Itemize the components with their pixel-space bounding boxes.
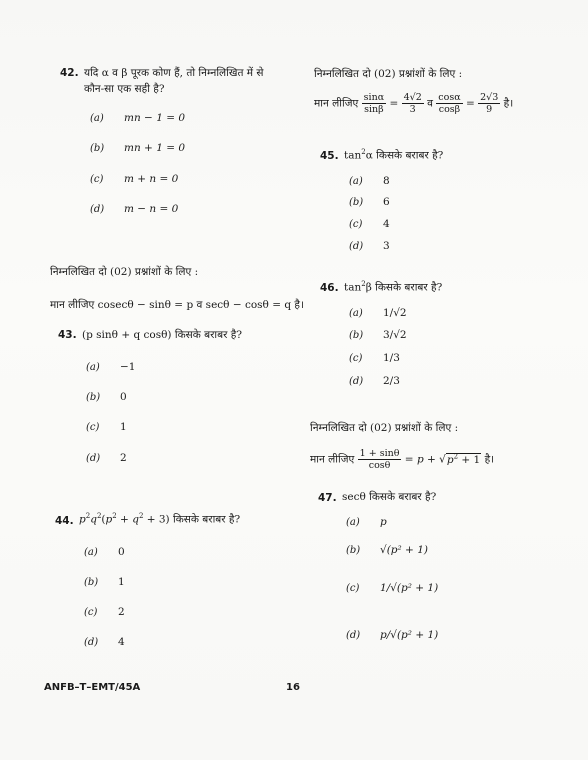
option-text: 1/√2 [383,307,407,319]
q45-text: $\tan^2\alpha$ किसके बराबर है? [344,148,444,162]
q47-option-b [346,544,428,556]
q42-option-d [90,203,178,215]
q46-text: $\tan^2\beta$ किसके बराबर है? [344,280,443,294]
fraction-cos: $\frac{\cos\alpha}{\cos\beta}$ [438,92,461,115]
option-text: mn + 1 = 0 [124,142,186,154]
q45-option-d [349,240,390,252]
option-label: (c) [346,583,360,594]
option-label: (a) [86,362,100,373]
option-text: 4 [383,218,390,230]
q43-option-b [86,391,127,403]
stem-suffix: है। [484,453,495,466]
q42-option-a [90,112,185,124]
option-text: 1 [118,576,125,588]
option-label: (b) [349,197,364,208]
q44-number: 44. [55,515,74,527]
q46-number: 46. [320,282,339,294]
q44-option-c [84,606,125,618]
option-label: (d) [86,453,101,464]
q43-number: 43. [58,329,77,341]
option-text: p/√(p² + 1) [380,629,439,641]
q42-number: 42. [60,67,79,79]
option-label: (b) [346,545,361,556]
option-label: (c) [349,219,363,230]
q45-text-suffix: किसके बराबर है? [376,149,444,162]
option-text: mn − 1 = 0 [124,112,186,124]
q47-text: secθ किसके बराबर है? [342,491,437,503]
option-label: (d) [349,241,364,252]
q46-option-d [349,375,400,387]
option-text: 3 [383,240,390,252]
page-number: 16 [286,682,300,693]
option-text: 6 [383,196,390,208]
fraction-2root3-9: $\frac{2√3}{9}$ [480,92,499,115]
q42-option-c [90,173,178,185]
option-label: (c) [90,174,104,185]
option-label: (b) [86,392,101,403]
option-label: (a) [84,547,98,558]
q43-option-c [86,421,127,433]
stem-43-44: मान लीजिए cosecθ − sinθ = p व secθ − cosθ = q है। [50,299,304,311]
option-text: 1/√(p² + 1) [380,582,439,594]
q42-line2: कौन-सा एक सही है? [84,83,165,95]
instruction-heading-45-46: निम्नलिखित दो (02) प्रश्नांशों के लिए : [314,68,463,80]
option-text: 4 [118,636,125,648]
option-label: (d) [84,637,99,648]
option-text: √(p² + 1) [380,544,428,556]
q47-option-c [346,582,438,594]
option-label: (c) [84,607,98,618]
option-text: p [380,516,387,528]
q46-option-a [349,307,407,319]
stem-mid: व [427,97,433,110]
q44-text: $p^2q^2(p^2 + q^2 + 3)$ किसके बराबर है? [79,512,241,526]
option-text: 2/3 [383,375,400,387]
option-text: 8 [383,175,390,187]
option-text: 1/3 [383,352,400,364]
option-label: (c) [349,353,363,364]
q43-option-d [86,452,127,464]
option-text: 0 [118,546,125,558]
q45-option-b [349,196,390,208]
option-text: 3/√2 [383,329,407,341]
option-label: (a) [90,113,104,124]
option-text: 1 [120,421,127,433]
fraction-1plussin-cos: $\frac{1 + \sin\theta}{\cos\theta}$ [359,448,400,471]
option-text: m + n = 0 [124,173,179,185]
option-text: 0 [120,391,127,403]
q46-text-suffix: किसके बराबर है? [375,281,443,294]
instruction-heading-43-44: निम्नलिखित दो (02) प्रश्नांशों के लिए : [50,266,199,278]
option-label: (c) [86,422,100,433]
instruction-heading-47-48: निम्नलिखित दो (02) प्रश्नांशों के लिए : [310,422,459,434]
q44-option-d [84,636,125,648]
q47-number: 47. [318,492,337,504]
stem-45-46: मान लीजिए $\frac{\sin\alpha}{\sin\beta}$ = $\frac{4√2}{3}$ व $\frac{\cos\alpha}{\cos\beta}$ = $\frac{2√3}{9}$ है। [314,92,514,115]
option-label: (d) [349,376,364,387]
q42-option-b [90,142,185,154]
q45-option-a [349,175,390,187]
q46-option-c [349,352,400,364]
option-label: (a) [346,517,360,528]
option-text: −1 [120,361,136,373]
option-label: (b) [84,577,99,588]
fraction-4root2-3: $\frac{4√2}{3}$ [403,92,422,115]
q43-option-a [86,361,135,373]
sqrt-expression: $√p^2 + 1$ [439,452,481,466]
fraction-sin: $\frac{\sin\alpha}{\sin\beta}$ [363,92,385,115]
option-text: m − n = 0 [124,203,179,215]
q43-text: (p sinθ + q cosθ) किसके बराबर है? [82,329,242,341]
q47-option-a [346,516,387,528]
q45-number: 45. [320,150,339,162]
stem-prefix: मान लीजिए [314,97,359,110]
q42-line1: यदि α व β पूरक कोण हैं, तो निम्नलिखित में से [84,67,264,79]
q44-option-a [84,546,125,558]
paper-code: ANFB–T–EMT/45A [44,682,141,693]
option-label: (a) [349,308,363,319]
option-label: (d) [90,204,105,215]
option-label: (b) [349,330,364,341]
option-text: 2 [120,452,127,464]
q46-option-b [349,329,407,341]
q44-option-b [84,576,125,588]
option-label: (b) [90,143,105,154]
stem-prefix: मान लीजिए [310,453,355,466]
stem-47-48: मान लीजिए $\frac{1 + \sin\theta}{\cos\theta}$ = $p + √p^2 + 1$ है। [310,448,495,471]
option-text: 2 [118,606,125,618]
option-label: (d) [346,630,361,641]
stem-suffix: है। [503,97,514,110]
q47-option-d [346,629,438,641]
q44-text-suffix: किसके बराबर है? [173,513,241,526]
q45-option-c [349,218,390,230]
option-label: (a) [349,176,363,187]
